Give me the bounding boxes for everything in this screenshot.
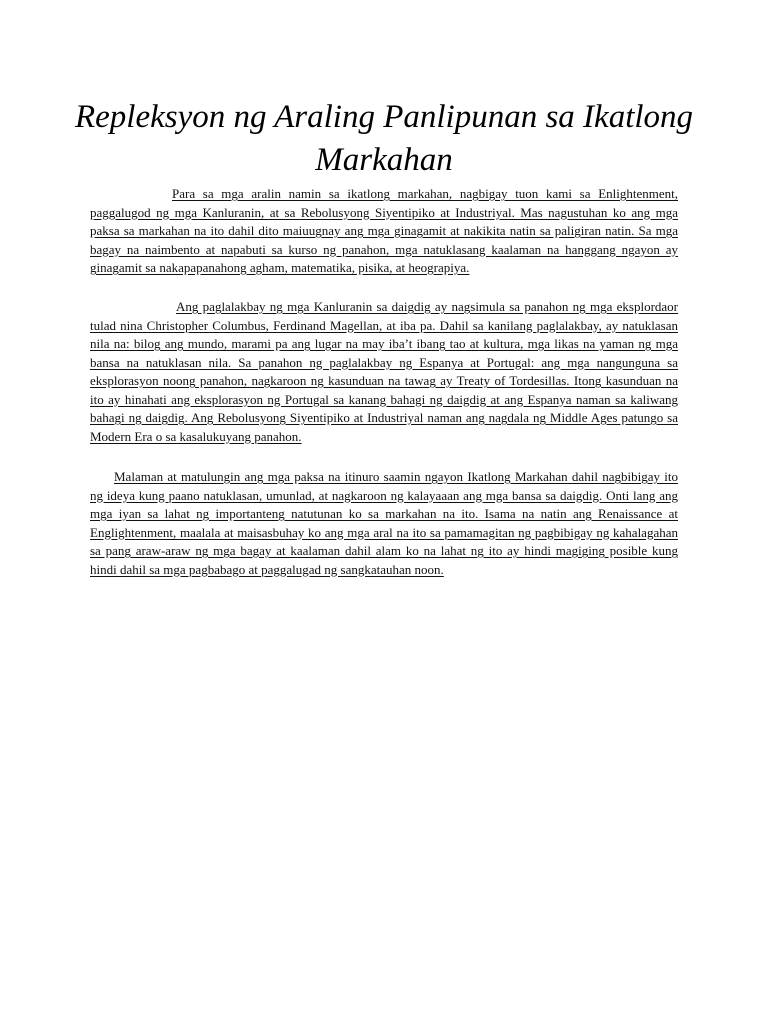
document-title: Repleksyon ng Araling Panlipunan sa Ikatlong Markahan: [74, 99, 694, 178]
paragraph-conclusion: Malaman at matulungin ang mga paksa na itinuro saamin ngayon Ikatlong Markahan dahil nagbibigay ito ng ideya kung paano natuklasan, umunlad, at nagkaroon ng kalayaaan ang mga bansa sa daigdig. Onti lang ang mga iyan sa lahat ng importanteng natutunan ko sa markahan na ito. Isama na natin ang Renaissance at Englightenment, maalala at maisasbuhay ko ang mga aral na ito sa pamamagitan ng pagbibigay ng kahalagahan sa pang araw-araw ng mga bagay at kaalaman dahil alam ko na lahat ng ito ay hindi magiging posible kung hindi dahil sa mga pagbabago at paggalugad ng sangkatauhan noon.: [90, 469, 678, 577]
paragraph-intro: Para sa mga aralin namin sa ikatlong markahan, nagbigay tuon kami sa Enlightenment, paggalugod ng mga Kanluranin, at sa Rebolusyong Siyentipiko at Industriyal. Mas nagustuhan ko ang mga paksa sa markahan na ito dahil dito maiuugnay ang mga ginagamit at nakikita natin sa paligiran natin. Sa mga bagay na naimbento at napabuti sa kurso ng panahon, mga natuklasang kaalaman na hanggang ngayon ay ginagamit sa nakapapanahong agham, matematika, pisika, at heograpiya.: [90, 186, 678, 275]
paragraph-exploration: Ang paglalakbay ng mga Kanluranin sa daigdig ay nagsimula sa panahon ng mga eksplordaor tulad nina Christopher Columbus, Ferdinand Magellan, at iba pa. Dahil sa kanilang paglalakbay, ay natuklasan nila na: bilog ang mundo, marami pa ang lugar na may iba’t ibang tao at kultura, mga likas na yaman ng mga bansa na natuklasan nila. Sa panahon ng paglalakbay ng Espanya at Portugal: ang mga nangunguna sa eksplorasyon noong panahon, nagkaroon ng kasunduan na tawag ay Treaty of Tordesillas. Itong kasunduan na ito ay hinahati ang eksplorasyon ng Portugal sa kanang bahagi ng daigdig at ang Espanya naman sa kaliwang bahagi ng daigdig. Ang Rebolusyong Siyentipiko at Industriyal naman ang nagdala ng Middle Ages patungo sa Modern Era o sa kasalukuyang panahon.: [90, 299, 678, 444]
